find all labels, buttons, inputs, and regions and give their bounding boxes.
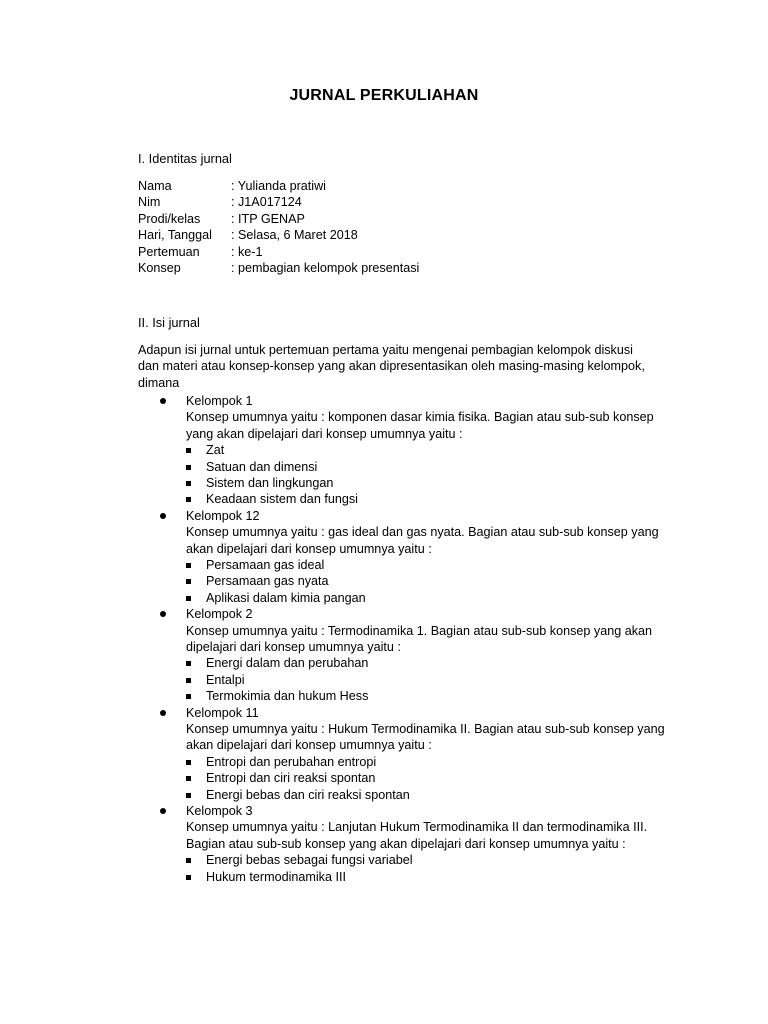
sub-item bbox=[160, 688, 680, 704]
group-desc-line: akan dipelajari dari konsep umumnya yaitu : bbox=[186, 738, 432, 753]
group-name: Kelompok 3 bbox=[186, 803, 253, 818]
sub-item-label: Entalpi bbox=[206, 672, 245, 687]
group-name: Kelompok 2 bbox=[186, 607, 253, 622]
square-bullet-icon bbox=[186, 563, 191, 568]
group-desc-line: akan dipelajari dari konsep umumnya yaitu : bbox=[186, 541, 432, 556]
identity-value: : Selasa, 6 Maret 2018 bbox=[231, 228, 358, 243]
identity-label: Prodi/kelas bbox=[138, 211, 201, 226]
identity-row bbox=[138, 244, 419, 260]
identity-row bbox=[138, 178, 419, 194]
sub-item-label: Zat bbox=[206, 443, 225, 458]
square-bullet-icon bbox=[186, 481, 191, 486]
square-bullet-icon bbox=[186, 448, 191, 453]
bullet-icon bbox=[160, 611, 166, 617]
group-item bbox=[160, 393, 680, 442]
square-bullet-icon bbox=[186, 694, 191, 699]
group-item bbox=[160, 705, 680, 754]
identity-value: : pembagian kelompok presentasi bbox=[231, 260, 420, 275]
square-bullet-icon bbox=[186, 760, 191, 765]
page-title: JURNAL PERKULIAHAN bbox=[289, 87, 479, 104]
intro-paragraph bbox=[138, 342, 658, 391]
identity-label: Nim bbox=[138, 195, 161, 210]
square-bullet-icon bbox=[186, 776, 191, 781]
intro-line: Adapun isi jurnal untuk pertemuan pertama yaitu mengenai pembagian kelompok diskusi bbox=[138, 343, 633, 357]
sub-item bbox=[160, 672, 680, 688]
sub-item bbox=[160, 852, 680, 868]
intro-line: dan materi atau konsep-konsep yang akan dipresentasikan oleh masing-masing kelompok, bbox=[138, 359, 645, 374]
bullet-icon bbox=[160, 710, 166, 716]
group-desc-line: Konsep umumnya yaitu : Hukum Termodinamika II. Bagian atau sub-sub konsep yang bbox=[186, 721, 665, 736]
identity-row bbox=[138, 227, 419, 243]
section-heading-isi: II. Isi jurnal bbox=[138, 315, 200, 330]
group-desc-line: Konsep umumnya yaitu : Termodinamika 1. Bagian atau sub-sub konsep yang akan bbox=[186, 623, 653, 638]
group-desc-line: dipelajari dari konsep umumnya yaitu : bbox=[186, 639, 401, 654]
identity-value: : Yulianda pratiwi bbox=[231, 179, 326, 193]
group-name: Kelompok 11 bbox=[186, 705, 259, 720]
sub-item bbox=[160, 770, 680, 786]
sub-item-label: Termokimia dan hukum Hess bbox=[206, 689, 369, 704]
sub-item-label: Keadaan sistem dan fungsi bbox=[206, 492, 358, 507]
identity-value: : J1A017124 bbox=[231, 195, 302, 210]
sub-item-label: Entropi dan ciri reaksi spontan bbox=[206, 771, 376, 786]
group-name: Kelompok 1 bbox=[186, 394, 253, 408]
group-name: Kelompok 12 bbox=[186, 508, 260, 523]
sub-item bbox=[160, 655, 680, 671]
group-item bbox=[160, 606, 680, 655]
intro-line: dimana bbox=[138, 375, 180, 390]
group-desc-line: Konsep umumnya yaitu : gas ideal dan gas nyata. Bagian atau sub-sub konsep yang bbox=[186, 525, 659, 540]
identity-label: Nama bbox=[138, 179, 172, 193]
sub-item-label: Persamaan gas ideal bbox=[206, 558, 325, 572]
square-bullet-icon bbox=[186, 596, 191, 601]
sub-item bbox=[160, 442, 680, 458]
bullet-icon bbox=[160, 513, 166, 519]
group-desc-line: Konsep umumnya yaitu : Lanjutan Hukum Termodinamika II dan termodinamika III. bbox=[186, 820, 648, 835]
identity-row bbox=[138, 211, 419, 227]
sub-item bbox=[160, 557, 680, 573]
sub-item-label: Satuan dan dimensi bbox=[206, 459, 318, 474]
sub-item bbox=[160, 590, 680, 606]
square-bullet-icon bbox=[186, 579, 191, 584]
sub-item-label: Energi dalam dan perubahan bbox=[206, 656, 369, 671]
sub-item bbox=[160, 787, 680, 803]
group-item bbox=[160, 508, 680, 557]
sub-item bbox=[160, 459, 680, 475]
sub-item-label: Persamaan gas nyata bbox=[206, 574, 329, 589]
group-list bbox=[160, 393, 680, 885]
group-desc-line: Bagian atau sub-sub konsep yang akan dipelajari dari konsep umumnya yaitu : bbox=[186, 836, 626, 851]
square-bullet-icon bbox=[186, 875, 191, 880]
section-heading-identitas: I. Identitas jurnal bbox=[138, 151, 232, 166]
sub-item-label: Aplikasi dalam kimia pangan bbox=[206, 590, 366, 605]
identity-row bbox=[138, 194, 419, 210]
square-bullet-icon bbox=[186, 793, 191, 798]
sub-item-label: Energi bebas sebagai fungsi variabel bbox=[206, 853, 413, 868]
group-desc-line: Konsep umumnya yaitu : komponen dasar kimia fisika. Bagian atau sub-sub konsep bbox=[186, 410, 654, 425]
sub-item bbox=[160, 573, 680, 589]
square-bullet-icon bbox=[186, 465, 191, 470]
identity-value: : ITP GENAP bbox=[231, 211, 305, 226]
sub-item bbox=[160, 754, 680, 770]
sub-item-label: Energi bebas dan ciri reaksi spontan bbox=[206, 787, 410, 802]
identity-label: Pertemuan bbox=[138, 244, 200, 259]
sub-item bbox=[160, 475, 680, 491]
bullet-icon bbox=[160, 808, 166, 814]
sub-item-label: Sistem dan lingkungan bbox=[206, 476, 334, 490]
identity-row bbox=[138, 260, 419, 276]
identity-label: Konsep bbox=[138, 260, 181, 275]
group-desc-line: yang akan dipelajari dari konsep umumnya yaitu : bbox=[186, 426, 463, 441]
sub-item bbox=[160, 869, 680, 885]
square-bullet-icon bbox=[186, 661, 191, 666]
sub-item-label: Hukum termodinamika III bbox=[206, 869, 346, 884]
sub-item-label: Entropi dan perubahan entropi bbox=[206, 754, 377, 769]
group-item bbox=[160, 803, 680, 852]
identity-table bbox=[138, 178, 419, 276]
identity-label: Hari, Tanggal bbox=[138, 228, 212, 243]
square-bullet-icon bbox=[186, 678, 191, 683]
sub-item bbox=[160, 491, 680, 507]
identity-value: : ke-1 bbox=[231, 244, 263, 259]
square-bullet-icon bbox=[186, 858, 191, 863]
square-bullet-icon bbox=[186, 497, 191, 502]
bullet-icon bbox=[160, 398, 166, 404]
